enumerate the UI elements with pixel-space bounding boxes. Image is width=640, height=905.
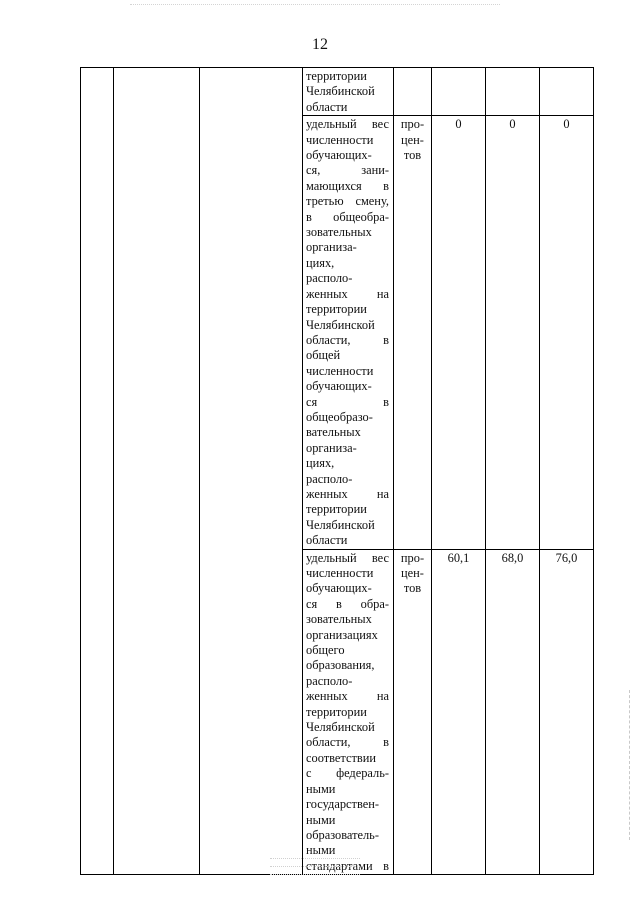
- indicator-line: вательных: [306, 425, 361, 440]
- indicator-line: численности: [306, 566, 374, 580]
- unit-line: цен-: [401, 132, 424, 147]
- indicator-line: Челябинской: [306, 517, 375, 532]
- value-cell-year2: 0: [486, 116, 540, 549]
- indicator-line: области: [306, 99, 348, 114]
- unit-line: цен-: [401, 566, 424, 580]
- indicator-line: зовательных: [306, 225, 372, 240]
- page-number: 12: [312, 36, 328, 53]
- indicator-line: ся, зани-: [306, 163, 389, 178]
- unit-line: тов: [403, 148, 422, 163]
- task-cell: [114, 68, 200, 875]
- indicator-line: Челябинской: [306, 84, 375, 99]
- indicator-line: образователь-: [306, 827, 379, 842]
- program-cell: [200, 68, 303, 875]
- indicator-cell: [303, 116, 394, 549]
- indicator-line: образования,: [306, 658, 375, 673]
- indicator-line: женных на: [306, 286, 389, 301]
- indicator-line: обучающих-: [306, 379, 372, 394]
- value-cell-year1: [432, 68, 486, 116]
- number-cell: [81, 68, 114, 875]
- indicator-cell: [303, 68, 394, 116]
- indicator-line: общеобразо-: [306, 409, 373, 424]
- indicator-line: располо-: [306, 471, 353, 486]
- indicator-line: области, в: [306, 735, 389, 750]
- table-row: [81, 68, 594, 116]
- value-cell-year2: 68,0: [486, 549, 540, 875]
- indicator-line: обучающих-: [306, 148, 372, 163]
- scan-artifact-bottom: [270, 852, 360, 878]
- indicator-line: соответствии: [306, 750, 377, 765]
- unit-cell: [394, 68, 432, 116]
- indicator-line: области: [306, 533, 348, 548]
- indicator-line: удельный вес: [306, 550, 389, 565]
- indicator-line: общего: [306, 643, 345, 658]
- indicator-table: [80, 67, 594, 875]
- indicator-line: государствен-: [306, 797, 379, 812]
- indicator-line: численности: [306, 132, 374, 147]
- indicator-line: ными: [306, 843, 336, 858]
- indicator-line: циях,: [306, 456, 335, 471]
- indicator-line: третью смену,: [306, 194, 389, 209]
- unit-line: про-: [400, 550, 425, 565]
- indicator-line: располо-: [306, 271, 353, 286]
- value-cell-year3: 0: [540, 116, 594, 549]
- value-cell-year3: 76,0: [540, 549, 594, 875]
- indicator-line: территории: [306, 302, 367, 317]
- indicator-line: с федераль-: [306, 766, 389, 781]
- indicator-line: обучающих-: [306, 581, 372, 596]
- indicator-line: ся в: [306, 394, 389, 409]
- indicator-line: ся в обра-: [306, 596, 389, 611]
- indicator-line: располо-: [306, 673, 353, 688]
- unit-line: про-: [400, 117, 425, 132]
- indicator-line: территории: [306, 704, 367, 719]
- indicator-line: женных на: [306, 689, 389, 704]
- indicator-line: территории: [306, 69, 367, 83]
- indicator-line: ными: [306, 812, 336, 827]
- scan-artifact-right: [629, 690, 632, 840]
- indicator-line: удельный вес: [306, 117, 389, 132]
- indicator-line: циях,: [306, 255, 335, 270]
- indicator-line: организа-: [306, 240, 357, 255]
- indicator-line: Челябинской: [306, 720, 375, 735]
- indicator-line: численности: [306, 363, 374, 378]
- indicator-line: в общеобра-: [306, 209, 389, 224]
- unit-cell: [394, 549, 432, 875]
- indicator-line: организа-: [306, 440, 357, 455]
- indicator-line: области, в: [306, 332, 389, 347]
- indicator-line: Челябинской: [306, 317, 375, 332]
- indicator-cell: [303, 549, 394, 875]
- indicator-line: общей: [306, 348, 341, 363]
- indicator-line: организациях: [306, 627, 378, 642]
- value-cell-year3: [540, 68, 594, 116]
- unit-cell: [394, 116, 432, 549]
- indicator-line: территории: [306, 502, 367, 517]
- scan-artifact-top: [130, 4, 500, 6]
- indicator-line: ными: [306, 781, 336, 796]
- value-cell-year1: 60,1: [432, 549, 486, 875]
- indicator-line: мающихся в: [306, 178, 389, 193]
- unit-line: тов: [403, 581, 422, 596]
- indicator-line: стандартами в: [306, 858, 389, 873]
- indicator-line: зовательных: [306, 612, 372, 627]
- value-cell-year2: [486, 68, 540, 116]
- value-cell-year1: 0: [432, 116, 486, 549]
- indicator-line: женных на: [306, 486, 389, 501]
